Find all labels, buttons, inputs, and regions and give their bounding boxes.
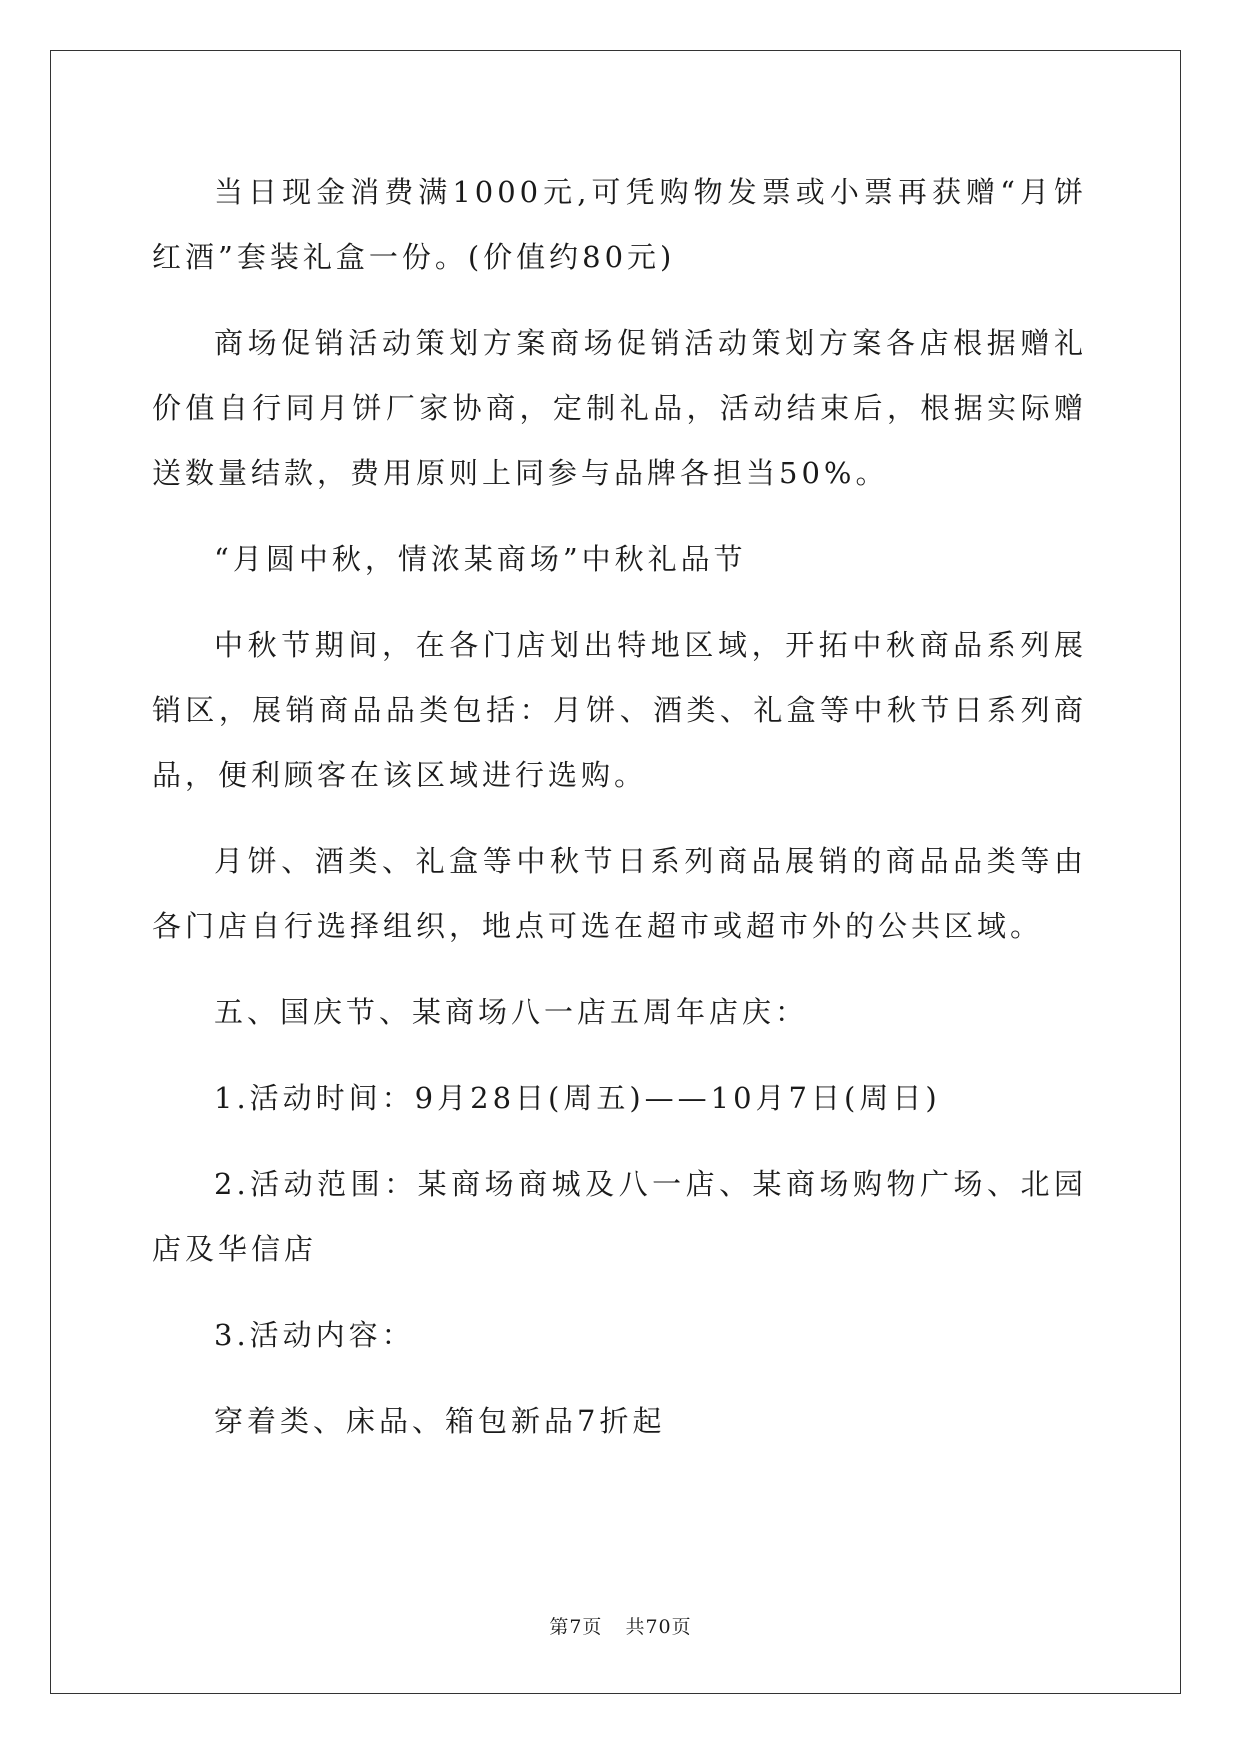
paragraph-mid-autumn-title: “月圆中秋，情浓某商场”中秋礼品节 [214, 542, 747, 576]
paragraph-activity-content: 3.活动内容： [214, 1318, 415, 1352]
paragraph-activity-time: 1.活动时间：9月28日(周五)——10月7日(周日) [214, 1081, 941, 1115]
paragraph-activity-scope: 2.活动范围：某商场商城及八一店、某商场购物广场、北园店及华信店 [152, 1167, 1087, 1266]
paragraph-discount: 穿着类、床品、箱包新品7折起 [214, 1404, 666, 1438]
page-number: 第7页 [549, 1616, 603, 1638]
paragraph-exhibition-organization: 月饼、酒类、礼盒等中秋节日系列商品展销的商品品类等由各门店自行选择组织，地点可选在超市或超市外的公共区域。 [152, 844, 1087, 943]
section-heading-national-day: 五、国庆节、某商场八一店五周年店庆： [214, 995, 809, 1029]
paragraph-exhibition-area: 中秋节期间，在各门店划出特地区域，开拓中秋商品系列展销区，展销商品品类包括：月饼、酒类、礼盒等中秋节日系列商品，便利顾客在该区域进行选购。 [152, 628, 1087, 792]
paragraph-gift-cost-sharing: 商场促销活动策划方案商场促销活动策划方案各店根据赠礼价值自行同月饼厂家协商，定制礼品，活动结束后，根据实际赠送数量结款，费用原则上同参与品牌各担当50%。 [152, 326, 1087, 490]
document-body [152, 160, 1087, 1475]
page-total: 共70页 [625, 1616, 692, 1638]
paragraph-gift-offer: 当日现金消费满1000元,可凭购物发票或小票再获赠“月饼红酒”套装礼盒一份。(价值约80元) [152, 175, 1087, 274]
page-footer [0, 1612, 1241, 1639]
